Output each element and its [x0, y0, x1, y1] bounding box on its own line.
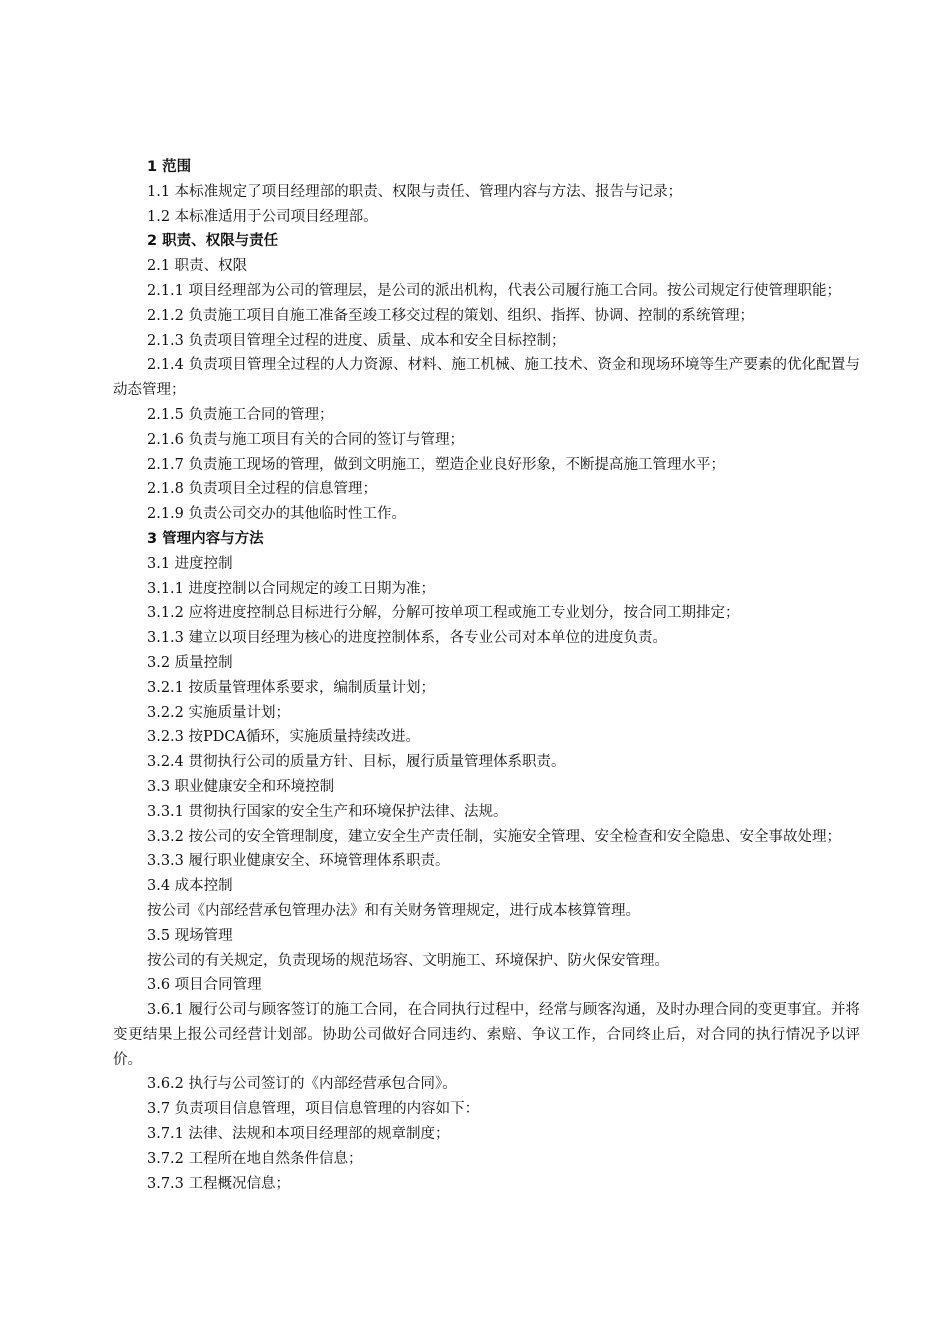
section-heading: 2 职责、权限与责任: [147, 233, 279, 250]
paragraph: 2.1.1 项目经理部为公司的管理层，是公司的派出机构，代表公司履行施工合同。按公司规定行使管理职能；: [147, 282, 841, 299]
paragraph: 2.1.7 负责施工现场的管理，做到文明施工，塑造企业良好形象，不断提高施工管理水平；: [147, 456, 725, 473]
document-page: [113, 155, 860, 1196]
paragraph: 3.2.3 按PDCA循环，实施质量持续改进。: [147, 729, 420, 746]
paragraph: 按公司《内部经营承包管理办法》和有关财务管理规定，进行成本核算管理。: [147, 902, 640, 919]
paragraph: 1.2 本标准适用于公司项目经理部。: [147, 208, 378, 225]
paragraph: 2.1.2 负责施工项目自施工准备至竣工移交过程的策划、组织、指挥、协调、控制的系统管理；: [147, 307, 754, 324]
paragraph: 3.7.3 工程概况信息；: [147, 1175, 291, 1192]
paragraph: 2.1.4 负责项目管理全过程的人力资源、材料、施工机械、施工技术、资金和现场环境等生产要素的优化配置与动态管理；: [113, 357, 860, 399]
paragraph: 1.1 本标准规定了项目经理部的职责、权限与责任、管理内容与方法、报告与记录；: [147, 183, 683, 200]
paragraph: 3.7.2 工程所在地自然条件信息；: [147, 1150, 363, 1167]
paragraph: 2.1.3 负责项目管理全过程的进度、质量、成本和安全目标控制；: [147, 332, 566, 349]
paragraph: 3.2 质量控制: [147, 654, 233, 671]
section-heading: 3 管理内容与方法: [147, 530, 264, 547]
paragraph: 3.3 职业健康安全和环境控制: [147, 778, 335, 795]
paragraph: 2.1 职责、权限: [147, 258, 248, 275]
paragraph: 3.2.2 实施质量计划；: [147, 704, 291, 721]
paragraph: 3.2.4 贯彻执行公司的质量方针、目标，履行质量管理体系职责。: [147, 754, 566, 771]
paragraph: 3.7 负责项目信息管理，项目信息管理的内容如下：: [147, 1101, 480, 1118]
paragraph: 3.1.3 建立以项目经理为核心的进度控制体系，各专业公司对本单位的进度负责。: [147, 630, 668, 647]
paragraph: 2.1.8 负责项目全过程的信息管理；: [147, 481, 378, 498]
paragraph: 3.5 现场管理: [147, 927, 233, 944]
paragraph: 3.3.2 按公司的安全管理制度，建立安全生产责任制，实施安全管理、安全检查和安全隐患、安全事故处理；: [147, 828, 841, 845]
paragraph: 2.1.6 负责与施工项目有关的合同的签订与管理；: [147, 431, 465, 448]
paragraph: 3.1.1 进度控制以合同规定的竣工日期为准；: [147, 580, 436, 597]
paragraph: 3.1.2 应将进度控制总目标进行分解，分解可按单项工程或施工专业划分，按合同工期排定；: [147, 605, 740, 622]
paragraph: 3.2.1 按质量管理体系要求，编制质量计划；: [147, 679, 436, 696]
paragraph: 3.6.2 执行与公司签订的《内部经营承包合同》。: [147, 1076, 457, 1093]
paragraph: 3.6 项目合同管理: [147, 977, 262, 994]
paragraph: 3.6.1 履行公司与顾客签订的施工合同，在合同执行过程中，经常与顾客沟通，及时办理合同的变更事宜。并将变更结果上报公司经营计划部。协助公司做好合同违约、索赔、争议工作，合同终止后，对合同的执行情况予以评价。: [113, 1002, 860, 1068]
paragraph: 2.1.9 负责公司交办的其他临时性工作。: [147, 506, 407, 523]
paragraph: 3.1 进度控制: [147, 555, 233, 572]
paragraph: 3.7.1 法律、法规和本项目经理部的规章制度；: [147, 1126, 450, 1143]
paragraph: 3.3.3 履行职业健康安全、环境管理体系职责。: [147, 853, 450, 870]
paragraph: 2.1.5 负责施工合同的管理；: [147, 406, 334, 423]
paragraph: 按公司的有关规定，负责现场的规范场容、文明施工、环境保护、防火保安管理。: [147, 952, 669, 969]
paragraph: 3.4 成本控制: [147, 878, 233, 895]
section-heading: 1 范围: [147, 159, 192, 175]
paragraph: 3.3.1 贯彻执行国家的安全生产和环境保护法律、法规。: [147, 803, 508, 820]
